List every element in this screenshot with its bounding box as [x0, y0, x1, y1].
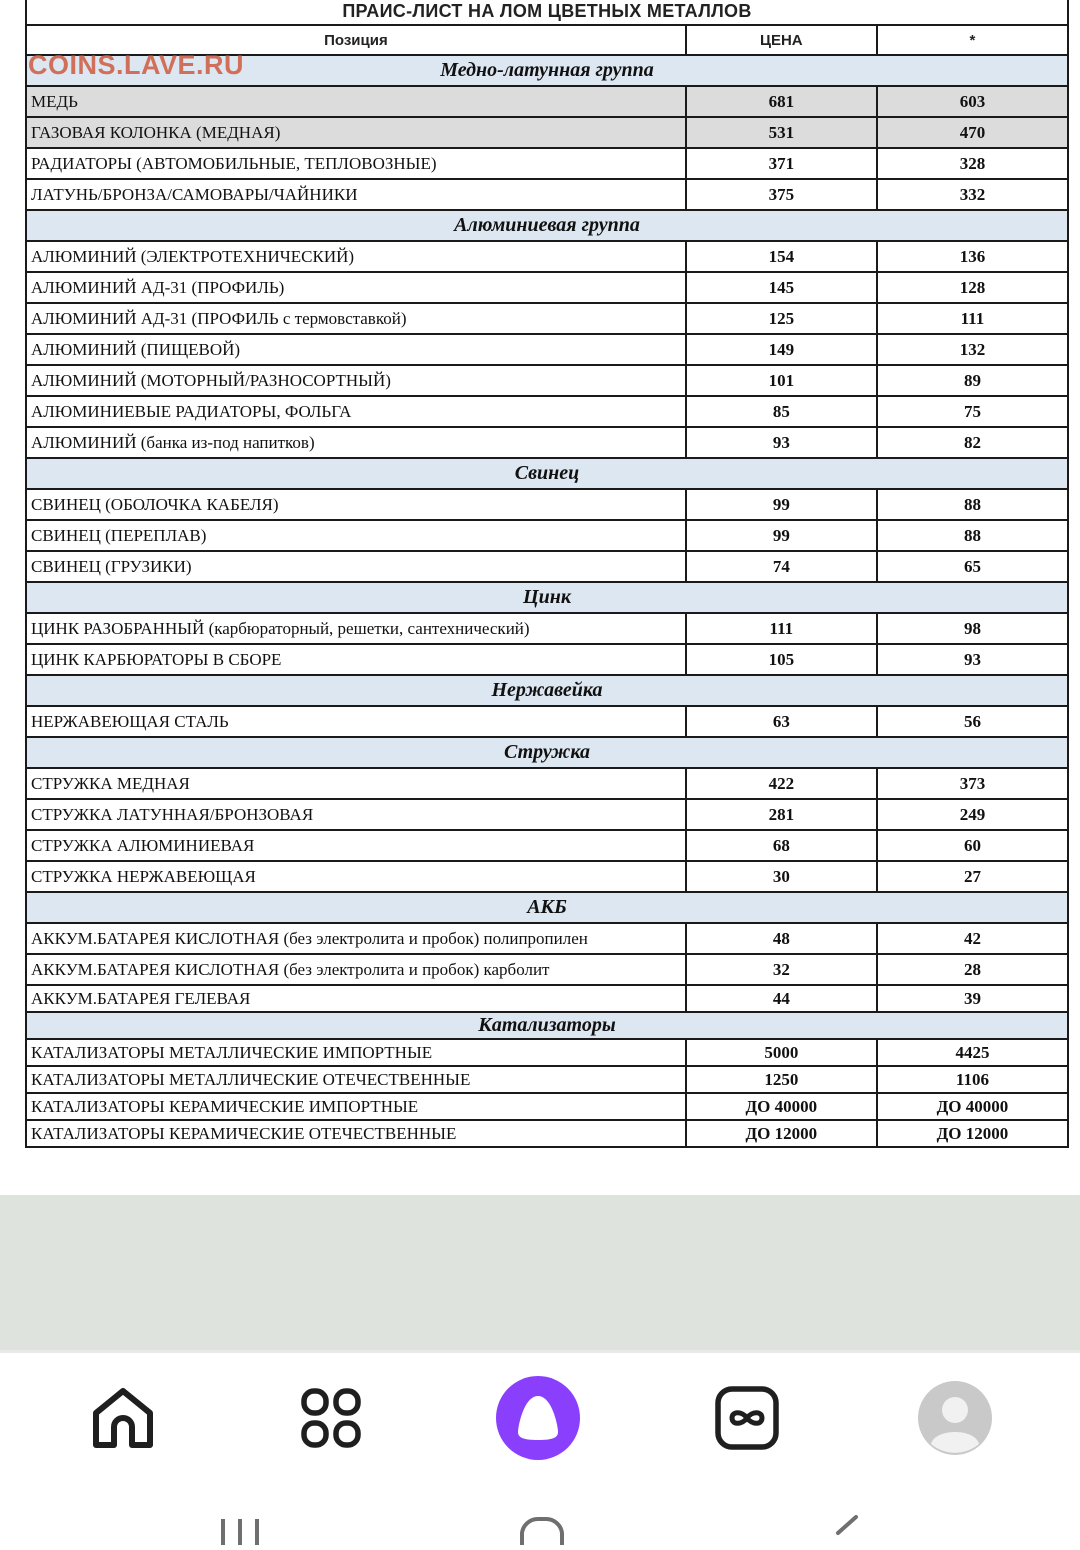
- home-icon: [88, 1383, 158, 1453]
- table-row: [26, 179, 1068, 210]
- item-name: СВИНЕЦ (ГРУЗИКИ): [26, 551, 686, 582]
- item-name: АККУМ.БАТАРЕЯ КИСЛОТНАЯ (без электролита и пробок) полипропилен: [26, 923, 686, 954]
- table-row: [26, 551, 1068, 582]
- item-name: КАТАЛИЗАТОРЫ КЕРАМИЧЕСКИЕ ИМПОРТНЫЕ: [26, 1093, 686, 1120]
- item-price: 101: [686, 365, 877, 396]
- group-row: [26, 1012, 1068, 1039]
- item-name: АЛЮМИНИЙ (МОТОРНЫЙ/РАЗНОСОРТНЫЙ): [26, 365, 686, 396]
- item-alt-price: 75: [877, 396, 1068, 427]
- item-name: АККУМ.БАТАРЕЯ КИСЛОТНАЯ (без электролита и пробок) карболит: [26, 954, 686, 985]
- item-name: КАТАЛИЗАТОРЫ КЕРАМИЧЕСКИЕ ОТЕЧЕСТВЕННЫЕ: [26, 1120, 686, 1147]
- item-price: 154: [686, 241, 877, 272]
- item-alt-price: 28: [877, 954, 1068, 985]
- item-price: ДО 12000: [686, 1120, 877, 1147]
- bottom-navigation: [0, 1350, 1080, 1478]
- item-price: 44: [686, 985, 877, 1012]
- header-price: ЦЕНА: [686, 25, 877, 55]
- item-name: ЦИНК КАРБЮРАТОРЫ В СБОРЕ: [26, 644, 686, 675]
- watermark: COINS.LAVE.RU: [28, 50, 245, 80]
- table-row: [26, 303, 1068, 334]
- group-heading: Цинк: [26, 582, 1068, 613]
- table-row: [26, 241, 1068, 272]
- item-name: НЕРЖАВЕЮЩАЯ СТАЛЬ: [26, 706, 686, 737]
- item-name: ЦИНК РАЗОБРАННЫЙ (карбюраторный, решетки, сантехнический): [26, 613, 686, 644]
- item-name: СВИНЕЦ (ПЕРЕПЛАВ): [26, 520, 686, 551]
- group-row: [26, 675, 1068, 706]
- item-name: АЛЮМИНИЕВЫЕ РАДИАТОРЫ, ФОЛЬГА: [26, 396, 686, 427]
- item-name: СТРУЖКА НЕРЖАВЕЮЩАЯ: [26, 861, 686, 892]
- item-alt-price: 132: [877, 334, 1068, 365]
- item-alt-price: ДО 12000: [877, 1120, 1068, 1147]
- title-row: [26, 0, 1068, 25]
- item-price: 149: [686, 334, 877, 365]
- group-heading: АКБ: [26, 892, 1068, 923]
- group-row: [26, 210, 1068, 241]
- item-alt-price: 373: [877, 768, 1068, 799]
- header-position: Позиция: [26, 25, 686, 55]
- item-alt-price: 39: [877, 985, 1068, 1012]
- item-price: 125: [686, 303, 877, 334]
- table-row: [26, 923, 1068, 954]
- table-row: [26, 365, 1068, 396]
- item-alt-price: 470: [877, 117, 1068, 148]
- item-price: 145: [686, 272, 877, 303]
- item-name: АЛЮМИНИЙ (ПИЩЕВОЙ): [26, 334, 686, 365]
- item-price: 99: [686, 520, 877, 551]
- alice-icon: [494, 1374, 582, 1462]
- group-heading: Свинец: [26, 458, 1068, 489]
- table-row: [26, 427, 1068, 458]
- item-alt-price: 249: [877, 799, 1068, 830]
- item-alt-price: 603: [877, 86, 1068, 117]
- item-name: АЛЮМИНИЙ АД-31 (ПРОФИЛЬ): [26, 272, 686, 303]
- item-name: РАДИАТОРЫ (АВТОМОБИЛЬНЫЕ, ТЕПЛОВОЗНЫЕ): [26, 148, 686, 179]
- group-heading: Стружка: [26, 737, 1068, 768]
- item-price: 99: [686, 489, 877, 520]
- table-row: [26, 799, 1068, 830]
- table-row: [26, 334, 1068, 365]
- item-name: АЛЮМИНИЙ (банка из-под напитков): [26, 427, 686, 458]
- item-alt-price: 136: [877, 241, 1068, 272]
- table-row: [26, 148, 1068, 179]
- item-name: АККУМ.БАТАРЕЯ ГЕЛЕВАЯ: [26, 985, 686, 1012]
- table-row: [26, 644, 1068, 675]
- item-price: 68: [686, 830, 877, 861]
- item-name: КАТАЛИЗАТОРЫ МЕТАЛЛИЧЕСКИЕ ОТЕЧЕСТВЕННЫЕ: [26, 1066, 686, 1093]
- group-row: [26, 582, 1068, 613]
- item-alt-price: 88: [877, 520, 1068, 551]
- table-row: [26, 1120, 1068, 1147]
- services-button[interactable]: [286, 1373, 376, 1463]
- item-name: СВИНЕЦ (ОБОЛОЧКА КАБЕЛЯ): [26, 489, 686, 520]
- table-row: [26, 489, 1068, 520]
- header-alt: *: [877, 25, 1068, 55]
- table-row: [26, 1093, 1068, 1120]
- item-alt-price: 65: [877, 551, 1068, 582]
- table-row: [26, 830, 1068, 861]
- item-alt-price: 93: [877, 644, 1068, 675]
- system-navigation-bar: [0, 1475, 1080, 1545]
- item-price: 32: [686, 954, 877, 985]
- infinity-icon: [714, 1385, 780, 1451]
- table-row: [26, 768, 1068, 799]
- item-alt-price: ДО 40000: [877, 1093, 1068, 1120]
- item-name: СТРУЖКА АЛЮМИНИЕВАЯ: [26, 830, 686, 861]
- table-row: [26, 117, 1068, 148]
- home-button[interactable]: [78, 1373, 168, 1463]
- item-name: СТРУЖКА МЕДНАЯ: [26, 768, 686, 799]
- item-price: 375: [686, 179, 877, 210]
- group-row: [26, 458, 1068, 489]
- item-alt-price: 328: [877, 148, 1068, 179]
- item-name: ГАЗОВАЯ КОЛОНКА (МЕДНАЯ): [26, 117, 686, 148]
- item-alt-price: 332: [877, 179, 1068, 210]
- item-alt-price: 60: [877, 830, 1068, 861]
- item-name: КАТАЛИЗАТОРЫ МЕТАЛЛИЧЕСКИЕ ИМПОРТНЫЕ: [26, 1039, 686, 1066]
- item-price: 422: [686, 768, 877, 799]
- item-alt-price: 56: [877, 706, 1068, 737]
- item-price: 63: [686, 706, 877, 737]
- item-price: 371: [686, 148, 877, 179]
- item-alt-price: 27: [877, 861, 1068, 892]
- item-alt-price: 88: [877, 489, 1068, 520]
- item-alt-price: 42: [877, 923, 1068, 954]
- item-price: 85: [686, 396, 877, 427]
- table-row: [26, 954, 1068, 985]
- item-price: 531: [686, 117, 877, 148]
- page-background: [0, 1195, 1080, 1350]
- grid-icon: [300, 1387, 362, 1449]
- table-row: [26, 86, 1068, 117]
- item-price: 1250: [686, 1066, 877, 1093]
- item-price: 74: [686, 551, 877, 582]
- item-alt-price: 128: [877, 272, 1068, 303]
- group-heading: Медно-латунная группа: [26, 55, 1068, 86]
- item-alt-price: 98: [877, 613, 1068, 644]
- item-price: 48: [686, 923, 877, 954]
- item-alt-price: 111: [877, 303, 1068, 334]
- table-row: [26, 272, 1068, 303]
- group-row: [26, 737, 1068, 768]
- video-button[interactable]: [702, 1373, 792, 1463]
- item-alt-price: 4425: [877, 1039, 1068, 1066]
- item-price: 281: [686, 799, 877, 830]
- profile-button[interactable]: [910, 1373, 1000, 1463]
- item-name: МЕДЬ: [26, 86, 686, 117]
- home-outline-icon: [518, 1515, 566, 1545]
- item-price: 681: [686, 86, 877, 117]
- price-list-table: [25, 0, 1069, 1148]
- item-name: АЛЮМИНИЙ АД-31 (ПРОФИЛЬ с термовставкой): [26, 303, 686, 334]
- item-alt-price: 82: [877, 427, 1068, 458]
- back-icon: [828, 1515, 862, 1545]
- group-row: [26, 892, 1068, 923]
- alice-button[interactable]: [493, 1373, 583, 1463]
- table-row: [26, 396, 1068, 427]
- group-heading: Алюминиевая группа: [26, 210, 1068, 241]
- table-row: [26, 520, 1068, 551]
- table-row: [26, 861, 1068, 892]
- group-heading: Катализаторы: [26, 1012, 1068, 1039]
- item-name: ЛАТУНЬ/БРОНЗА/САМОВАРЫ/ЧАЙНИКИ: [26, 179, 686, 210]
- table-row: [26, 985, 1068, 1012]
- price-list-title: ПРАИС-ЛИСТ НА ЛОМ ЦВЕТНЫХ МЕТАЛЛОВ: [26, 0, 1068, 25]
- item-name: СТРУЖКА ЛАТУННАЯ/БРОНЗОВАЯ: [26, 799, 686, 830]
- item-price: 111: [686, 613, 877, 644]
- item-alt-price: 89: [877, 365, 1068, 396]
- item-name: АЛЮМИНИЙ (ЭЛЕКТРОТЕХНИЧЕСКИЙ): [26, 241, 686, 272]
- recent-apps-icon: [218, 1515, 264, 1545]
- table-row: [26, 1039, 1068, 1066]
- group-heading: Нержавейка: [26, 675, 1068, 706]
- table-row: [26, 706, 1068, 737]
- avatar-icon: [917, 1380, 993, 1456]
- item-price: 105: [686, 644, 877, 675]
- item-price: 93: [686, 427, 877, 458]
- item-price: ДО 40000: [686, 1093, 877, 1120]
- item-price: 5000: [686, 1039, 877, 1066]
- table-row: [26, 1066, 1068, 1093]
- table-row: [26, 613, 1068, 644]
- item-price: 30: [686, 861, 877, 892]
- item-alt-price: 1106: [877, 1066, 1068, 1093]
